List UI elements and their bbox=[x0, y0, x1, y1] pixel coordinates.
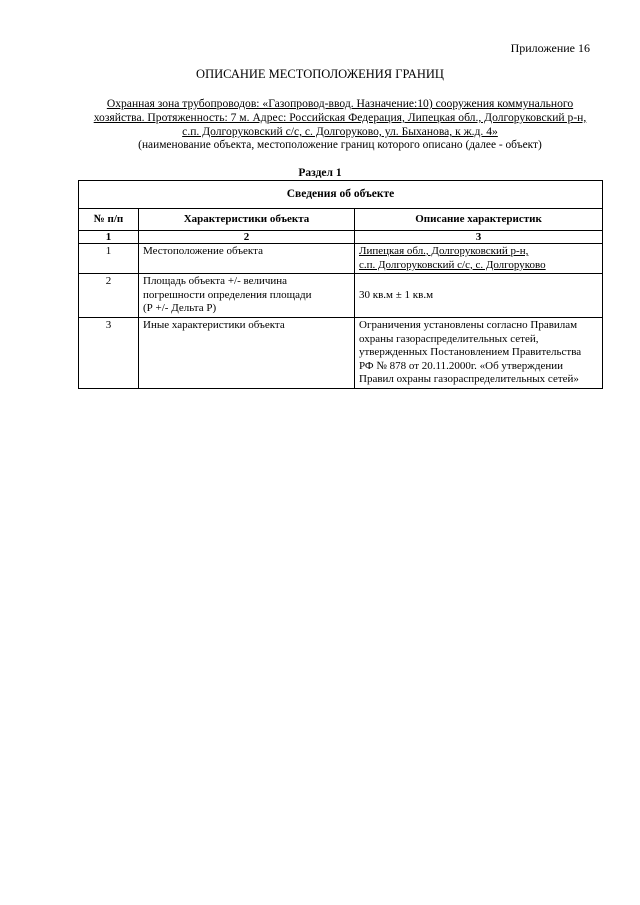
appendix-label: Приложение 16 bbox=[510, 41, 590, 55]
characteristic-line: (Р +/- Дельта Р) bbox=[143, 302, 217, 315]
column-header-description: Описание характеристик bbox=[355, 209, 603, 231]
document-title: ОПИСАНИЕ МЕСТОПОЛОЖЕНИЯ ГРАНИЦ bbox=[196, 67, 444, 81]
object-name bbox=[80, 97, 600, 139]
row-number: 1 bbox=[79, 244, 139, 274]
object-info-table bbox=[78, 180, 603, 389]
row-characteristic: Местоположение объекта bbox=[139, 244, 355, 274]
row-number: 2 bbox=[79, 274, 139, 318]
column-number: 2 bbox=[139, 231, 355, 244]
description-line: охраны газораспределительных сетей, bbox=[359, 332, 539, 345]
section-title: Раздел 1 bbox=[298, 167, 342, 179]
row-characteristic: Иные характеристики объекта bbox=[139, 317, 355, 388]
column-number: 3 bbox=[355, 231, 603, 244]
column-header-num: № п/п bbox=[79, 209, 139, 231]
description-line: Правил охраны газораспределительных сетей» bbox=[359, 373, 579, 386]
object-name-line: хозяйства. Протяженность: 7 м. Адрес: Российская Федерация, Липецкая обл., Долгоруковский р-н, bbox=[93, 111, 587, 124]
column-number: 1 bbox=[79, 231, 139, 244]
characteristic-line: Площадь объекта +/- величина bbox=[143, 275, 288, 288]
table-title: Сведения об объекте bbox=[79, 181, 603, 209]
description-line: РФ № 878 от 20.11.2000г. «Об утверждении bbox=[359, 359, 563, 372]
description-line: утвержденных Постановлением Правительства bbox=[359, 346, 582, 359]
table-row bbox=[79, 317, 603, 388]
object-name-line: с.п. Долгоруковский с/с, с. Долгоруково, ул. Быханова, к ж.д. 4» bbox=[182, 125, 498, 138]
row-number: 3 bbox=[79, 317, 139, 388]
object-name-line: Охранная зона трубопроводов: «Газопровод-ввод. Назначение:10) сооружения коммунального bbox=[106, 97, 574, 110]
description-line: с.п. Долгоруковский с/с, с. Долгоруково bbox=[359, 258, 546, 271]
description-line: Липецкая обл., Долгоруковский р-н, bbox=[359, 245, 529, 257]
row-description bbox=[355, 244, 603, 274]
object-caption: (наименование объекта, местоположение границ которого описано (далее - объект) bbox=[138, 139, 542, 151]
row-description bbox=[355, 317, 603, 388]
row-characteristic bbox=[139, 274, 355, 318]
table-row bbox=[79, 274, 603, 318]
description-line: Ограничения установлены согласно Правилам bbox=[359, 318, 578, 331]
table-row bbox=[79, 244, 603, 274]
characteristic-line: погрешности определения площади bbox=[143, 288, 312, 301]
row-description: 30 кв.м ± 1 кв.м bbox=[355, 274, 603, 318]
column-header-characteristic: Характеристики объекта bbox=[139, 209, 355, 231]
